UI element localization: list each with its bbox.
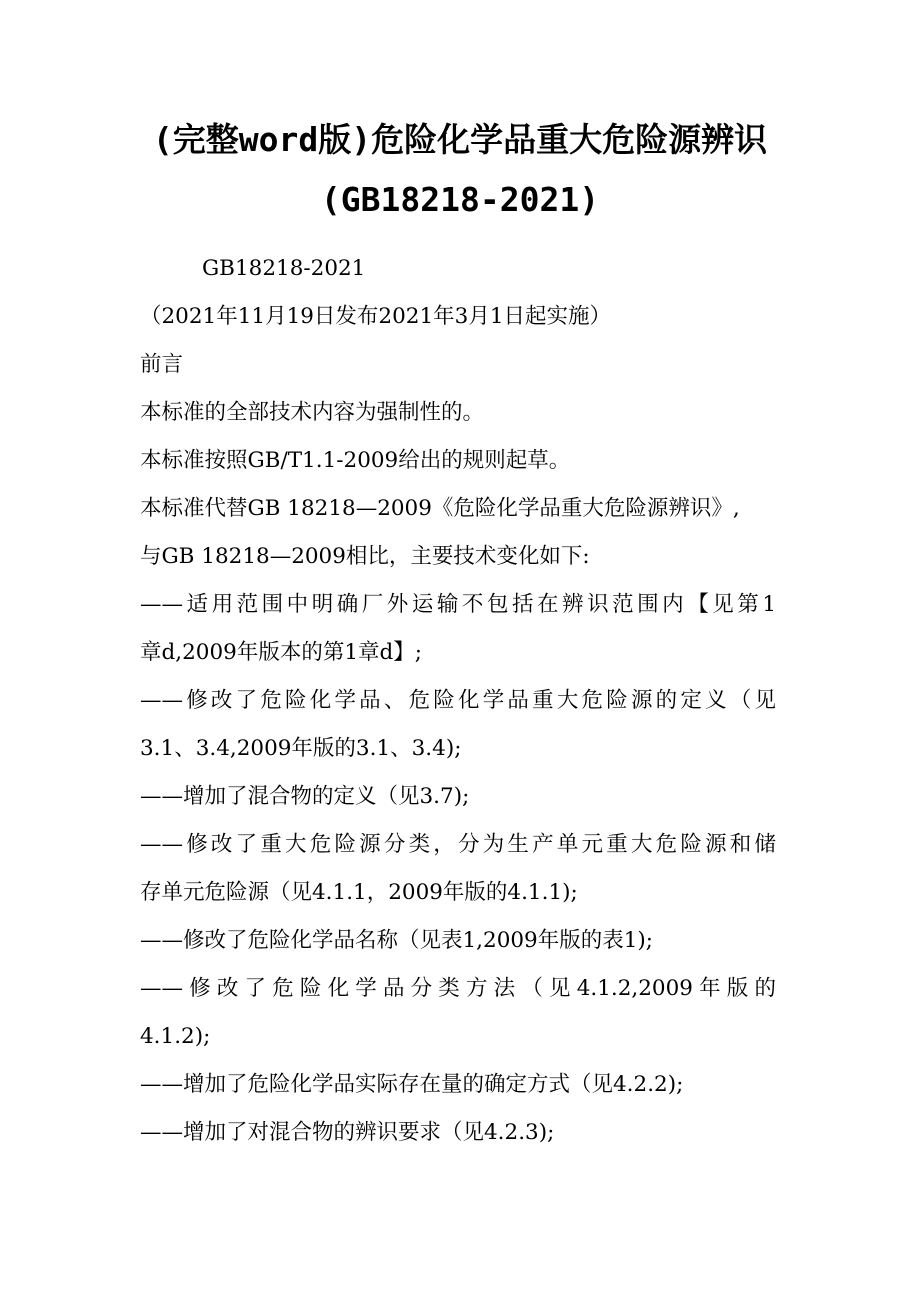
change-item-line: 4.1.2); (140, 1024, 211, 1049)
standard-code: GB18218-2021 (202, 256, 366, 281)
paragraph-line: 本标准按照GB/T1.1-2009给出的规则起草。 (140, 448, 571, 473)
change-item-line: ——适用范围中明确厂外运输不包括在辨识范围内【见第1 (140, 592, 776, 617)
publish-date-line: （2021年11月19日发布2021年3月1日起实施） (140, 304, 612, 329)
change-item-line: ——增加了危险化学品实际存在量的确定方式（见4.2.2); (140, 1072, 684, 1097)
change-item-line: 存单元危险源（见4.1.1，2009年版的4.1.1); (140, 880, 578, 905)
document-body (140, 245, 800, 1157)
change-item-line: ——修改了重大危险源分类，分为生产单元重大危险源和储 (140, 832, 776, 857)
section-heading-preface: 前言 (140, 352, 184, 377)
change-item-line: 章d,2009年版本的第1章d】; (140, 640, 422, 665)
paragraph-line: 本标准的全部技术内容为强制性的。 (140, 400, 485, 425)
paragraph-line: 本标准代替GB 18218—2009《危险化学品重大危险源辨识》, (140, 496, 740, 521)
document-title-line-1: (完整word版)危险化学品重大危险源辨识 (152, 120, 768, 159)
change-item-line: ——修改了危险化学品分类方法（见4.1.2,2009年版的 (140, 976, 776, 1001)
change-item-line: ——增加了混合物的定义（见3.7); (140, 784, 470, 809)
change-item-line: ——修改了危险化学品、危险化学品重大危险源的定义（见 (140, 688, 776, 713)
change-item-line: ——增加了对混合物的辨识要求（见4.2.3); (140, 1120, 555, 1145)
change-item-line: 3.1、3.4,2009年版的3.1、3.4); (140, 736, 462, 761)
change-item-line: ——修改了危险化学品名称（见表1,2009年版的表1); (140, 928, 654, 953)
paragraph-line: 与GB 18218—2009相比，主要技术变化如下: (140, 544, 590, 569)
document-title-line-2: (GB18218-2021) (320, 180, 600, 219)
